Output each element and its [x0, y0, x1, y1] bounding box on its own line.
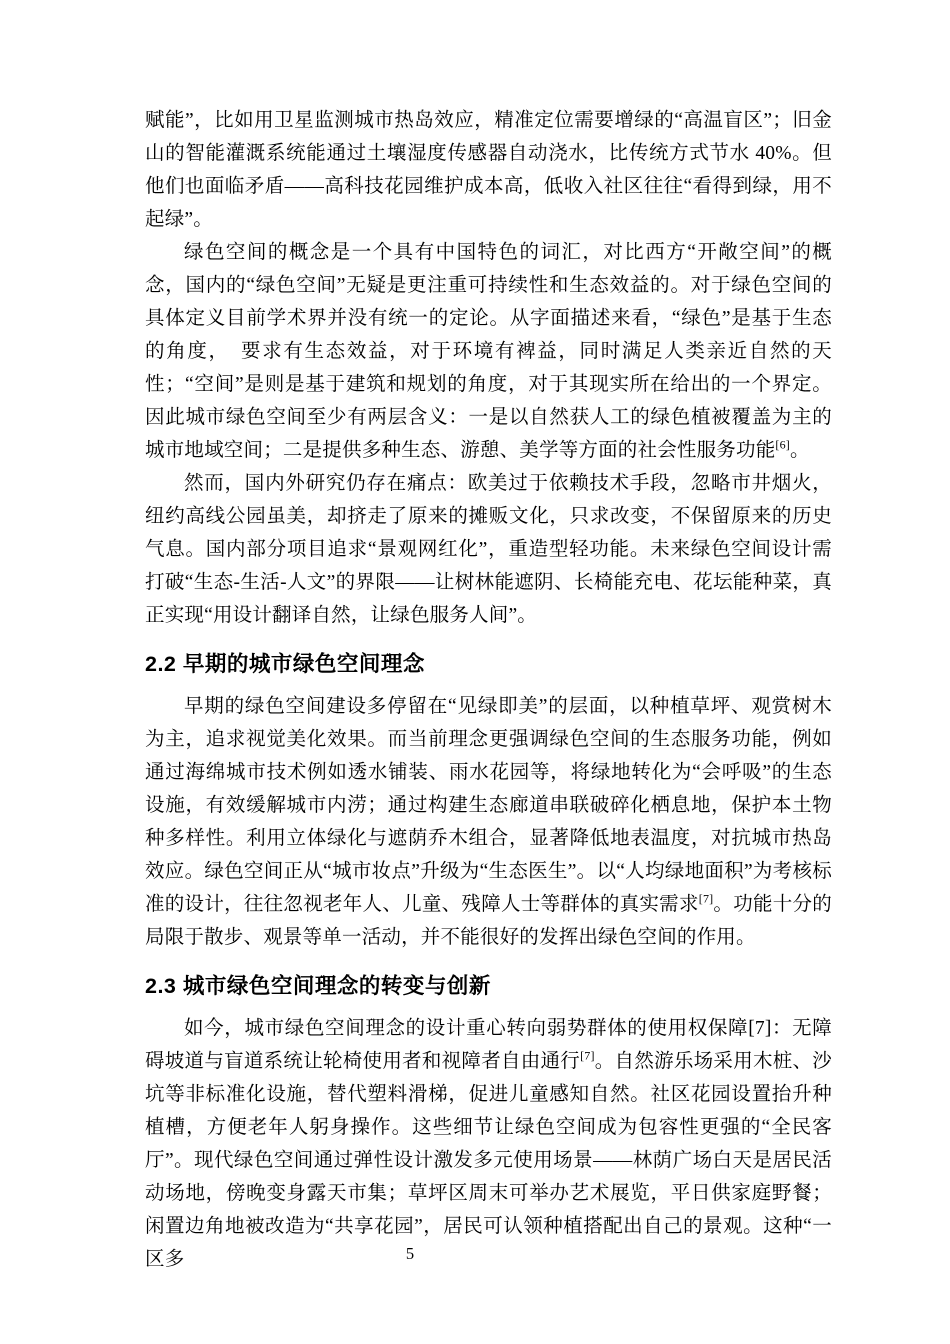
- paragraph: [145, 690, 832, 954]
- text-run: 如今，城市绿色空间理念的设计重心转向弱势群体的使用权保障[7]：无障碍坡道与盲道系统让轮椅使用者和视障者自由通行: [145, 1018, 832, 1072]
- paragraph: [145, 236, 832, 467]
- citation-superscript: [6]: [775, 437, 790, 452]
- text-run: 然而，国内外研究仍存在痛点：欧美过于依赖技术手段，忽略市井烟火，纽约高线公园虽美，却挤走了原来的摊贩文化，只求改变，不保留原来的历史气息。国内部分项目追求“景观网红化”，重造型轻功能。未来绿色空间设计需打破“生态-生活-人文”的界限——让树林能遮阴、长椅能充电、花坛能种菜，真正实现“用设计翻译自然，让绿色服务人间”。: [145, 473, 832, 626]
- text-run: 早期的绿色空间建设多停留在“见绿即美”的层面，以种植草坪、观赏树木为主，追求视觉美化效果。而当前理念更强调绿色空间的生态服务功能，例如通过海绵城市技术例如透水铺装、雨水花园等，将绿地转化为“会呼吸”的生态设施，有效缓解城市内涝；通过构建生态廊道串联破碎化栖息地，保护本土物种多样性。利用立体绿化与遮荫乔木组合，显著降低地表温度，对抗城市热岛效应。绿色空间正从“城市妆点”升级为“生态医生”。以“人均绿地面积”为考核标准的设计，往往忽视老年人、儿童、残障人士等群体的真实需求: [145, 696, 832, 915]
- paragraph: [145, 1012, 832, 1276]
- section-heading: [145, 647, 832, 681]
- citation-superscript: [7]: [580, 1048, 595, 1063]
- section-heading: [145, 969, 832, 1003]
- citation-superscript: [7]: [698, 891, 714, 906]
- text-run: 。功能十分的局限于散步、观景等单一活动，并不能很好的发挥出绿色空间的作用。: [145, 894, 833, 948]
- text-run: 2.2 早期的城市绿色空间理念: [145, 652, 425, 676]
- text-run: 绿色空间的概念是一个具有中国特色的词汇，对比西方“开敞空间”的概念，国内的“绿色空间”无疑是更注重可持续性和生态效益的。对于绿色空间的具体定义目前学术界并没有统一的定论。从字面描述来看，“绿色”是基于生态的角度， 要求有生态效益，对于环境有裨益，同时满足人类亲近自然的天性；“空间”是则是基于建筑和规划的角度，对于其现实所在给出的一个界定。因此城市绿色空间至少有两层含义：一是以自然获人工的绿色植被覆盖为主的城市地域空间；二是提供多种生态、游憩、美学等方面的社会性服务功能: [145, 242, 832, 461]
- text-run: 赋能”，比如用卫星监测城市热岛效应，精准定位需要增绿的“高温盲区”；旧金山的智能灌溉系统能通过土壤湿度传感器自动浇水，比传统方式节水 40%。但他们也面临矛盾——高科技花园维护成本高，低收入社区往往“看得到绿，用不起绿”。: [145, 110, 832, 230]
- document-content: [145, 104, 832, 1276]
- text-run: 。: [790, 440, 810, 461]
- paragraph: [145, 104, 832, 236]
- page-number: 5: [405, 1244, 415, 1263]
- paragraph: [145, 467, 832, 632]
- text-run: 2.3 城市绿色空间理念的转变与创新: [145, 974, 491, 998]
- text-run: 。自然游乐场采用木桩、沙坑等非标准化设施，替代塑料滑梯，促进儿童感知自然。社区花园设置抬升种植槽，方便老年人躬身操作。这些细节让绿色空间成为包容性更强的“全民客厅”。现代绿色空间通过弹性设计激发多元使用场景——林荫广场白天是居民活动场地，傍晚变身露天市集；草坪区周末可举办艺术展览，平日供家庭野餐；闲置边角地被改造为“共享花园”，居民可认领种植搭配出自己的景观。这种“一区多: [145, 1051, 833, 1270]
